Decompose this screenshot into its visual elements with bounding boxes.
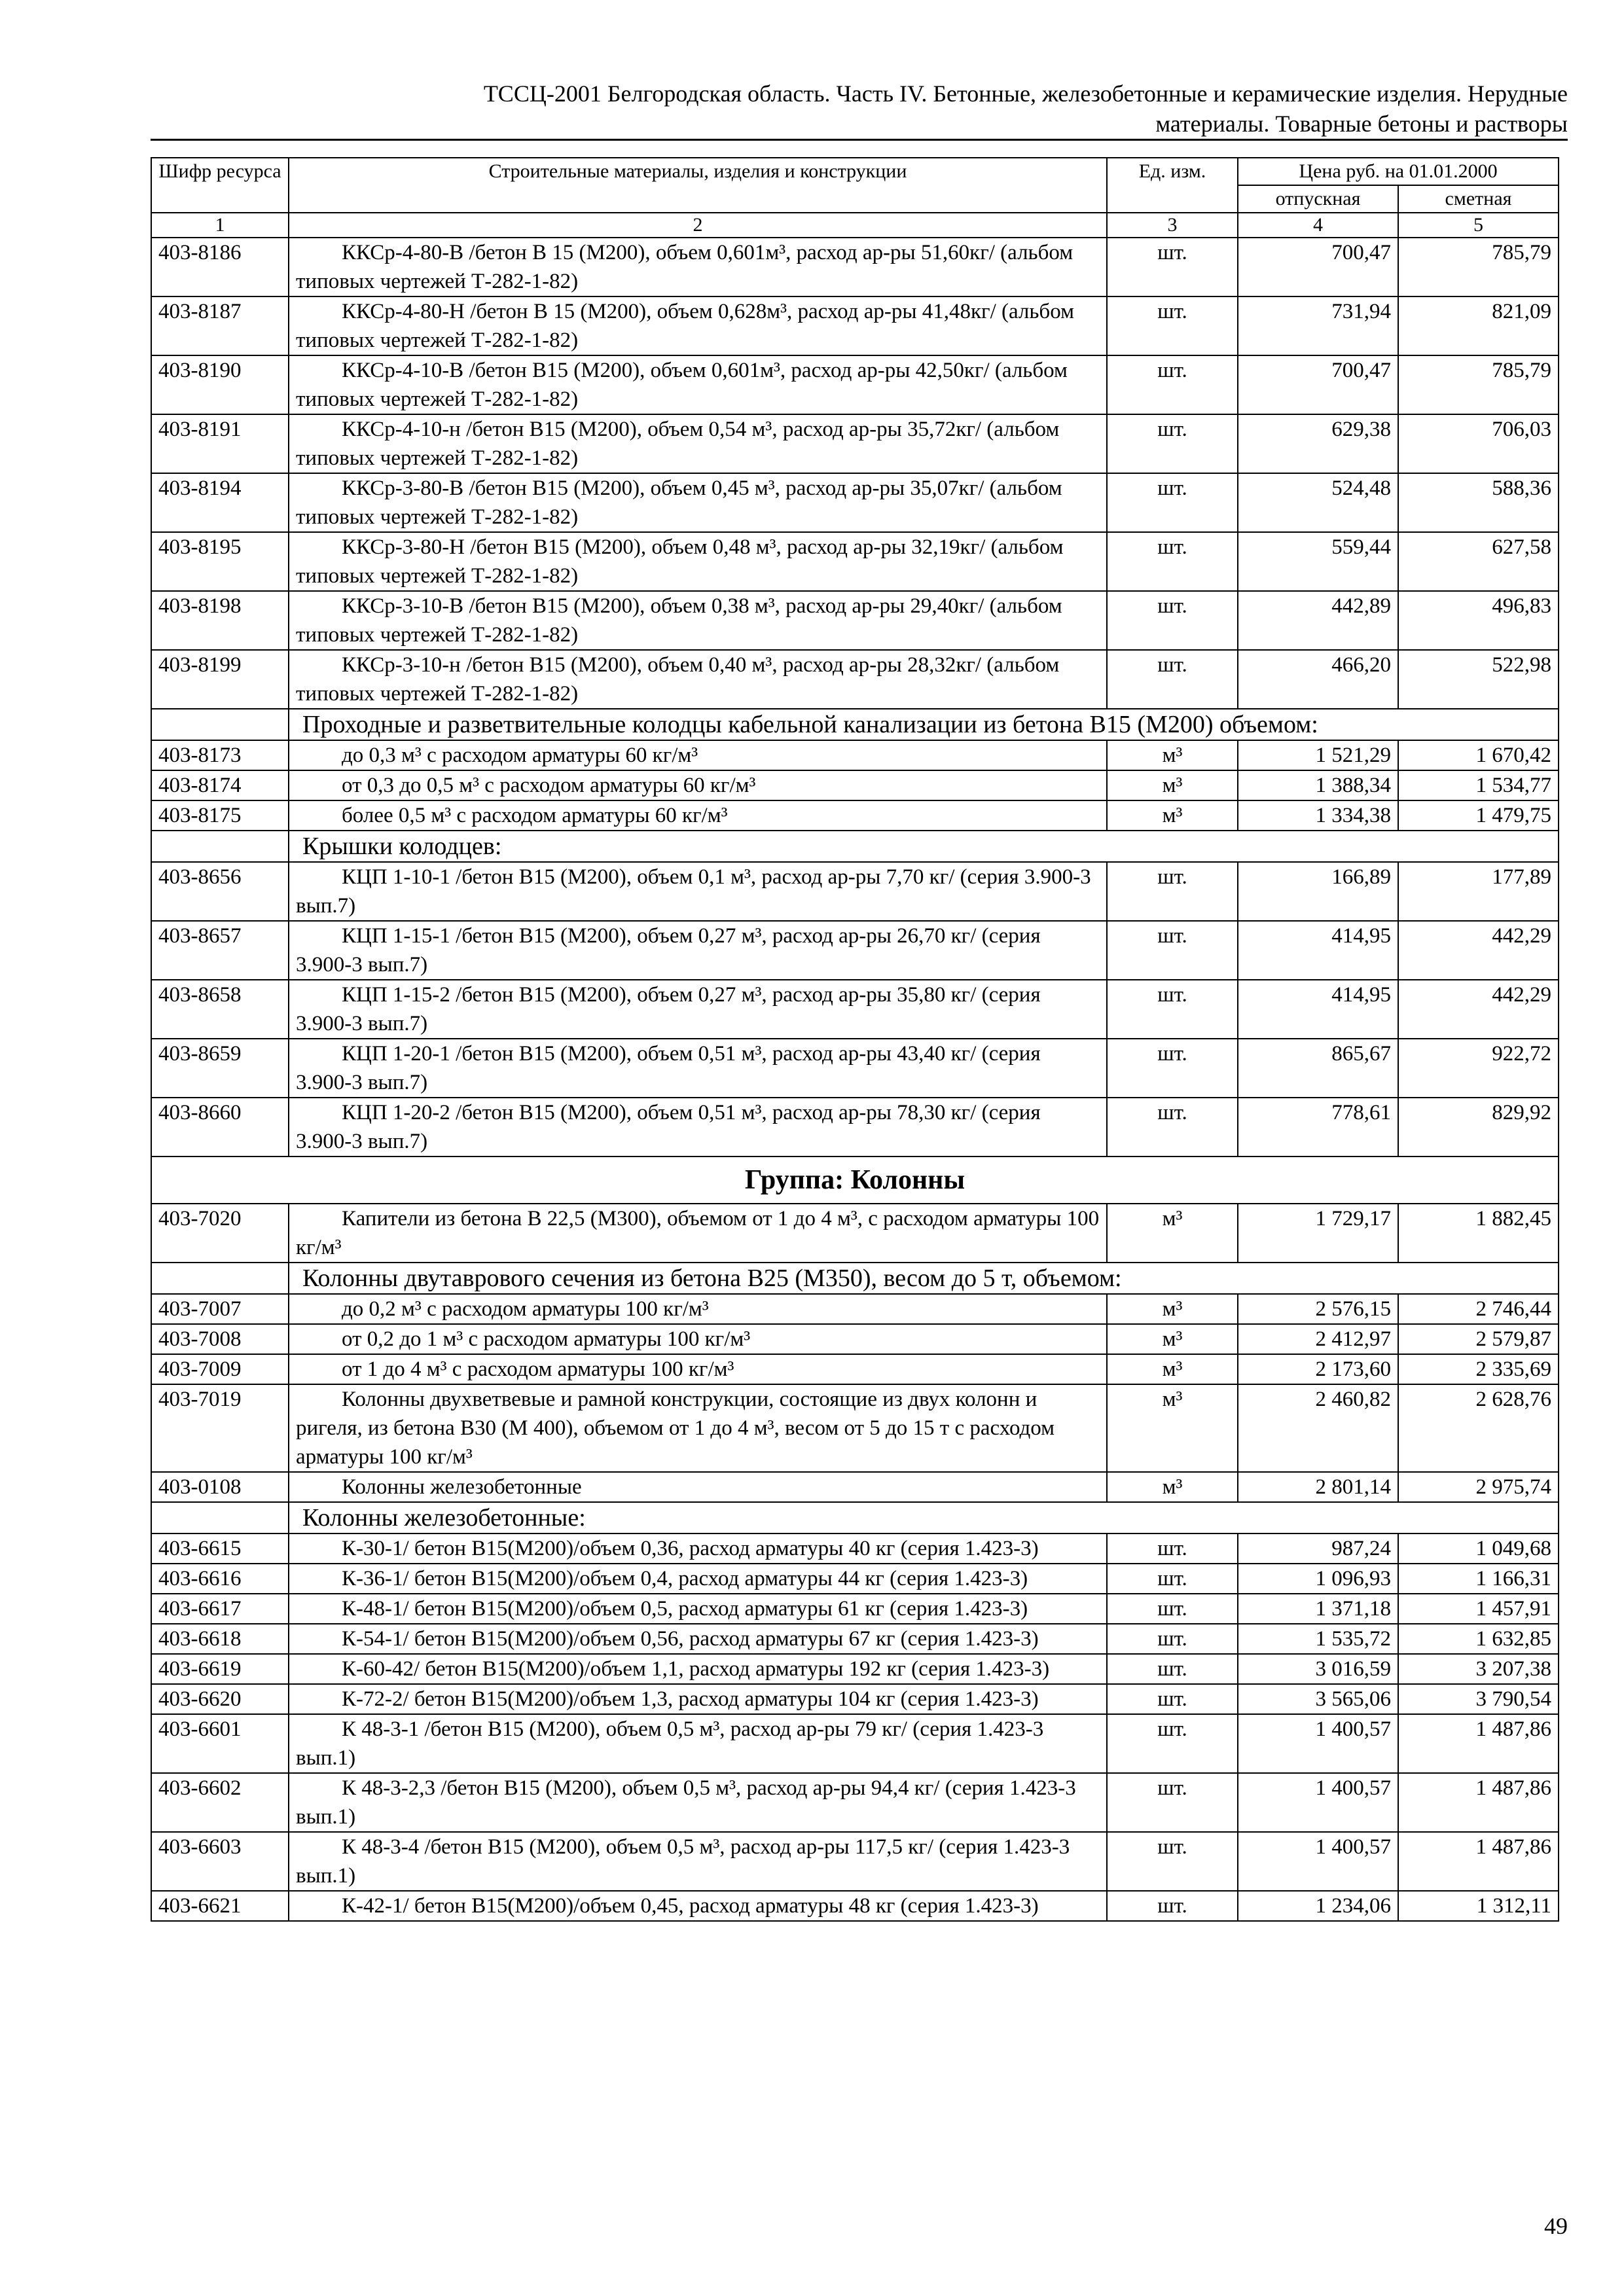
unit: м³ [1107, 1324, 1238, 1354]
table-row [151, 1594, 1559, 1624]
resource-code: 403-6603 [151, 1832, 289, 1891]
material-name: К 48-3-1 /бетон В15 (М200), объем 0,5 м³, расход ар-ры 79 кг/ (серия 1.423-3 вып.1) [289, 1714, 1107, 1773]
price-release: 1 400,57 [1238, 1714, 1398, 1773]
material-name: ККСр-4-10-н /бетон В15 (М200), объем 0,54 м³, расход ар-ры 35,72кг/ (альбом типовых чертежей Т-282-1-82) [289, 414, 1107, 473]
resource-code: 403-6619 [151, 1654, 289, 1684]
table-row [151, 296, 1559, 355]
price-estimate: 1 166,31 [1398, 1564, 1559, 1594]
material-name: ККСр-3-10-н /бетон В15 (М200), объем 0,40 м³, расход ар-ры 28,32кг/ (альбом типовых чертежей Т-282-1-82) [289, 650, 1107, 709]
table-row [151, 1714, 1559, 1773]
material-name: ККСр-3-80-Н /бетон В15 (М200), объем 0,48 м³, расход ар-ры 32,19кг/ (альбом типовых чертежей Т-282-1-82) [289, 532, 1107, 591]
price-estimate: 1 670,42 [1398, 740, 1559, 770]
unit: шт. [1107, 296, 1238, 355]
price-release: 731,94 [1238, 296, 1398, 355]
col-header-price-estimate: сметная [1398, 185, 1559, 213]
table-row [151, 532, 1559, 591]
material-name: КЦП 1-20-1 /бетон В15 (М200), объем 0,51 м³, расход ар-ры 43,40 кг/ (серия 3.900-3 вып.7) [289, 1039, 1107, 1098]
unit: м³ [1107, 740, 1238, 770]
resource-code: 403-8186 [151, 238, 289, 296]
material-name: К-54-1/ бетон В15(М200)/объем 0,56, расход арматуры 67 кг (серия 1.423-3) [289, 1624, 1107, 1654]
table-row [151, 473, 1559, 532]
price-estimate: 821,09 [1398, 296, 1559, 355]
unit: шт. [1107, 1891, 1238, 1921]
empty-cell [151, 709, 289, 740]
unit: шт. [1107, 473, 1238, 532]
price-estimate: 3 790,54 [1398, 1684, 1559, 1714]
price-estimate: 627,58 [1398, 532, 1559, 591]
price-release: 1 535,72 [1238, 1624, 1398, 1654]
unit: м³ [1107, 1204, 1238, 1263]
unit: шт. [1107, 1594, 1238, 1624]
table-row [151, 1891, 1559, 1921]
price-release: 442,89 [1238, 591, 1398, 650]
price-release: 2 801,14 [1238, 1472, 1398, 1502]
price-release: 466,20 [1238, 650, 1398, 709]
price-estimate: 706,03 [1398, 414, 1559, 473]
section-row [151, 1502, 1559, 1534]
unit: м³ [1107, 1354, 1238, 1384]
section-heading: Колонны железобетонные: [289, 1502, 1559, 1534]
table-row [151, 1384, 1559, 1472]
material-name: от 0,2 до 1 м³ с расходом арматуры 100 кг/м³ [289, 1324, 1107, 1354]
unit: м³ [1107, 1472, 1238, 1502]
material-name: Капители из бетона В 22,5 (М300), объемом от 1 до 4 м³, с расходом арматуры 100 кг/м³ [289, 1204, 1107, 1263]
price-release: 1 096,93 [1238, 1564, 1398, 1594]
table-row [151, 1684, 1559, 1714]
price-estimate: 2 628,76 [1398, 1384, 1559, 1472]
price-estimate: 1 534,77 [1398, 770, 1559, 800]
table-row [151, 921, 1559, 980]
header-line-2: материалы. Товарные бетоны и растворы [1155, 111, 1568, 137]
material-name: К-48-1/ бетон В15(М200)/объем 0,5, расход арматуры 61 кг (серия 1.423-3) [289, 1594, 1107, 1624]
unit: шт. [1107, 1714, 1238, 1773]
col-header-price-release: отпускная [1238, 185, 1398, 213]
price-estimate: 177,89 [1398, 862, 1559, 921]
price-release: 1 521,29 [1238, 740, 1398, 770]
resource-code: 403-8175 [151, 800, 289, 831]
table-row [151, 1624, 1559, 1654]
table-row [151, 1773, 1559, 1832]
empty-cell [151, 831, 289, 862]
price-estimate: 496,83 [1398, 591, 1559, 650]
table-row [151, 1294, 1559, 1324]
price-release: 3 565,06 [1238, 1684, 1398, 1714]
resource-code: 403-6621 [151, 1891, 289, 1921]
unit: шт. [1107, 980, 1238, 1039]
price-estimate: 442,29 [1398, 921, 1559, 980]
table-row [151, 1654, 1559, 1684]
material-name: К-36-1/ бетон В15(М200)/объем 0,4, расход арматуры 44 кг (серия 1.423-3) [289, 1564, 1107, 1594]
material-name: К 48-3-2,3 /бетон В15 (М200), объем 0,5 м³, расход ар-ры 94,4 кг/ (серия 1.423-3 вып.1) [289, 1773, 1107, 1832]
price-estimate: 785,79 [1398, 355, 1559, 414]
resource-code: 403-8659 [151, 1039, 289, 1098]
table-row [151, 591, 1559, 650]
unit: шт. [1107, 1564, 1238, 1594]
resource-code: 403-6616 [151, 1564, 289, 1594]
material-name: КЦП 1-15-1 /бетон В15 (М200), объем 0,27 м³, расход ар-ры 26,70 кг/ (серия 3.900-3 вып.7) [289, 921, 1107, 980]
resource-code: 403-7019 [151, 1384, 289, 1472]
material-name: Колонны железобетонные [289, 1472, 1107, 1502]
price-release: 2 412,97 [1238, 1324, 1398, 1354]
unit: шт. [1107, 1654, 1238, 1684]
resource-code: 403-0108 [151, 1472, 289, 1502]
section-heading: Крышки колодцев: [289, 831, 1559, 862]
col-header-name: Строительные материалы, изделия и конструкции [289, 158, 1107, 213]
col-number: 1 [151, 213, 289, 238]
resource-code: 403-8199 [151, 650, 289, 709]
price-estimate: 1 487,86 [1398, 1832, 1559, 1891]
price-release: 559,44 [1238, 532, 1398, 591]
price-estimate: 588,36 [1398, 473, 1559, 532]
resource-code: 403-8660 [151, 1098, 289, 1157]
section-row [151, 1263, 1559, 1294]
price-estimate: 1 632,85 [1398, 1624, 1559, 1654]
unit: м³ [1107, 1294, 1238, 1324]
table-row [151, 1098, 1559, 1157]
material-name: К 48-3-4 /бетон В15 (М200), объем 0,5 м³, расход ар-ры 117,5 кг/ (серия 1.423-3 вып.1) [289, 1832, 1107, 1891]
table-row [151, 238, 1559, 296]
material-name: ККСр-4-10-В /бетон В15 (М200), объем 0,601м³, расход ар-ры 42,50кг/ (альбом типовых чертежей Т-282-1-82) [289, 355, 1107, 414]
price-release: 1 334,38 [1238, 800, 1398, 831]
material-name: КЦП 1-20-2 /бетон В15 (М200), объем 0,51 м³, расход ар-ры 78,30 кг/ (серия 3.900-3 вып.7) [289, 1098, 1107, 1157]
price-estimate: 1 479,75 [1398, 800, 1559, 831]
unit: шт. [1107, 591, 1238, 650]
table-row [151, 355, 1559, 414]
group-heading: Группа: Колонны [151, 1157, 1559, 1204]
price-estimate: 2 335,69 [1398, 1354, 1559, 1384]
header-line-1: ТССЦ-2001 Белгородская область. Часть IV. Бетонные, железобетонные и керамические изделия. Нерудные [483, 81, 1568, 107]
unit: м³ [1107, 1384, 1238, 1472]
material-name: Колонны двухветвевые и рамной конструкции, состоящие из двух колонн и ригеля, из бетона В30 (М 400), объемом от 1 до 4 м³, весом от 5 до 15 т с расходом арматуры 100 кг/м³ [289, 1384, 1107, 1472]
section-row [151, 831, 1559, 862]
table-row [151, 1564, 1559, 1594]
unit: м³ [1107, 770, 1238, 800]
price-estimate: 442,29 [1398, 980, 1559, 1039]
resource-code: 403-8658 [151, 980, 289, 1039]
table-row [151, 1832, 1559, 1891]
price-estimate: 829,92 [1398, 1098, 1559, 1157]
material-name: К-42-1/ бетон В15(М200)/объем 0,45, расход арматуры 48 кг (серия 1.423-3) [289, 1891, 1107, 1921]
price-release: 2 460,82 [1238, 1384, 1398, 1472]
unit: шт. [1107, 921, 1238, 980]
material-name: ККСр-4-80-В /бетон В 15 (М200), объем 0,601м³, расход ар-ры 51,60кг/ (альбом типовых чертежей Т-282-1-82) [289, 238, 1107, 296]
price-estimate: 2 975,74 [1398, 1472, 1559, 1502]
material-name: до 0,2 м³ с расходом арматуры 100 кг/м³ [289, 1294, 1107, 1324]
price-release: 414,95 [1238, 980, 1398, 1039]
price-release: 166,89 [1238, 862, 1398, 921]
price-estimate: 2 746,44 [1398, 1294, 1559, 1324]
unit: шт. [1107, 650, 1238, 709]
price-estimate: 2 579,87 [1398, 1324, 1559, 1354]
unit: шт. [1107, 1832, 1238, 1891]
price-release: 1 729,17 [1238, 1204, 1398, 1263]
table-row [151, 770, 1559, 800]
price-release: 1 371,18 [1238, 1594, 1398, 1624]
col-number: 2 [289, 213, 1107, 238]
price-release: 1 234,06 [1238, 1891, 1398, 1921]
resource-code: 403-6617 [151, 1594, 289, 1624]
price-estimate: 1 487,86 [1398, 1773, 1559, 1832]
price-estimate: 1 312,11 [1398, 1891, 1559, 1921]
price-release: 778,61 [1238, 1098, 1398, 1157]
resource-code: 403-7020 [151, 1204, 289, 1263]
unit: шт. [1107, 862, 1238, 921]
table-row [151, 1472, 1559, 1502]
section-row [151, 709, 1559, 740]
material-name: КЦП 1-10-1 /бетон В15 (М200), объем 0,1 м³, расход ар-ры 7,70 кг/ (серия 3.900-3 вып.7) [289, 862, 1107, 921]
price-release: 865,67 [1238, 1039, 1398, 1098]
material-name: КЦП 1-15-2 /бетон В15 (М200), объем 0,27 м³, расход ар-ры 35,80 кг/ (серия 3.900-3 вып.7) [289, 980, 1107, 1039]
price-release: 414,95 [1238, 921, 1398, 980]
material-name: ККСр-4-80-Н /бетон В 15 (М200), объем 0,628м³, расход ар-ры 41,48кг/ (альбом типовых чертежей Т-282-1-82) [289, 296, 1107, 355]
resource-code: 403-8187 [151, 296, 289, 355]
table-row [151, 414, 1559, 473]
group-row [151, 1157, 1559, 1204]
table-row [151, 1039, 1559, 1098]
col-header-unit: Ед. изм. [1107, 158, 1238, 213]
resource-code: 403-8173 [151, 740, 289, 770]
price-estimate: 1 882,45 [1398, 1204, 1559, 1263]
resource-code: 403-7008 [151, 1324, 289, 1354]
price-estimate: 1 457,91 [1398, 1594, 1559, 1624]
page-header [151, 79, 1568, 141]
unit: шт. [1107, 532, 1238, 591]
resource-code: 403-7009 [151, 1354, 289, 1384]
section-heading: Колонны двутаврового сечения из бетона В25 (М350), весом до 5 т, объемом: [289, 1263, 1559, 1294]
unit: шт. [1107, 1624, 1238, 1654]
resource-code: 403-6615 [151, 1534, 289, 1564]
material-name: до 0,3 м³ с расходом арматуры 60 кг/м³ [289, 740, 1107, 770]
unit: шт. [1107, 414, 1238, 473]
col-number: 3 [1107, 213, 1238, 238]
material-name: К-60-42/ бетон В15(М200)/объем 1,1, расход арматуры 192 кг (серия 1.423-3) [289, 1654, 1107, 1684]
resource-code: 403-8190 [151, 355, 289, 414]
price-release: 2 576,15 [1238, 1294, 1398, 1324]
unit: м³ [1107, 800, 1238, 831]
table-row [151, 862, 1559, 921]
resource-code: 403-6618 [151, 1624, 289, 1654]
resource-code: 403-8198 [151, 591, 289, 650]
price-release: 2 173,60 [1238, 1354, 1398, 1384]
empty-cell [151, 1263, 289, 1294]
price-release: 3 016,59 [1238, 1654, 1398, 1684]
table-row [151, 1354, 1559, 1384]
col-number: 4 [1238, 213, 1398, 238]
resource-code: 403-8174 [151, 770, 289, 800]
price-release: 524,48 [1238, 473, 1398, 532]
resource-code: 403-8191 [151, 414, 289, 473]
page-number: 49 [1544, 2213, 1568, 2239]
material-name: К-30-1/ бетон В15(М200)/объем 0,36, расход арматуры 40 кг (серия 1.423-3) [289, 1534, 1107, 1564]
price-estimate: 3 207,38 [1398, 1654, 1559, 1684]
price-estimate: 1 487,86 [1398, 1714, 1559, 1773]
material-name: от 1 до 4 м³ с расходом арматуры 100 кг/м³ [289, 1354, 1107, 1384]
table-row [151, 1534, 1559, 1564]
price-table [151, 157, 1559, 1922]
price-estimate: 522,98 [1398, 650, 1559, 709]
price-release: 987,24 [1238, 1534, 1398, 1564]
table-row [151, 800, 1559, 831]
price-estimate: 785,79 [1398, 238, 1559, 296]
price-release: 1 400,57 [1238, 1773, 1398, 1832]
table-row [151, 740, 1559, 770]
price-release: 700,47 [1238, 238, 1398, 296]
col-header-price-group: Цена руб. на 01.01.2000 [1238, 158, 1559, 185]
unit: шт. [1107, 1684, 1238, 1714]
resource-code: 403-6620 [151, 1684, 289, 1714]
col-number: 5 [1398, 213, 1559, 238]
price-release: 700,47 [1238, 355, 1398, 414]
price-estimate: 922,72 [1398, 1039, 1559, 1098]
price-release: 1 388,34 [1238, 770, 1398, 800]
unit: шт. [1107, 238, 1238, 296]
empty-cell [151, 1502, 289, 1534]
price-release: 1 400,57 [1238, 1832, 1398, 1891]
resource-code: 403-6602 [151, 1773, 289, 1832]
resource-code: 403-8194 [151, 473, 289, 532]
resource-code: 403-8657 [151, 921, 289, 980]
price-release: 629,38 [1238, 414, 1398, 473]
material-name: ККСр-3-80-В /бетон В15 (М200), объем 0,45 м³, расход ар-ры 35,07кг/ (альбом типовых чертежей Т-282-1-82) [289, 473, 1107, 532]
table-row [151, 980, 1559, 1039]
price-table-body [151, 238, 1559, 1921]
resource-code: 403-8656 [151, 862, 289, 921]
column-number-row [151, 213, 1559, 238]
material-name: К-72-2/ бетон В15(М200)/объем 1,3, расход арматуры 104 кг (серия 1.423-3) [289, 1684, 1107, 1714]
material-name: ККСр-3-10-В /бетон В15 (М200), объем 0,38 м³, расход ар-ры 29,40кг/ (альбом типовых чертежей Т-282-1-82) [289, 591, 1107, 650]
price-estimate: 1 049,68 [1398, 1534, 1559, 1564]
unit: шт. [1107, 1773, 1238, 1832]
table-row [151, 650, 1559, 709]
material-name: от 0,3 до 0,5 м³ с расходом арматуры 60 кг/м³ [289, 770, 1107, 800]
material-name: более 0,5 м³ с расходом арматуры 60 кг/м³ [289, 800, 1107, 831]
section-heading: Проходные и разветвительные колодцы кабельной канализации из бетона В15 (М200) объемом: [289, 709, 1559, 740]
table-row [151, 1204, 1559, 1263]
resource-code: 403-8195 [151, 532, 289, 591]
table-row [151, 1324, 1559, 1354]
unit: шт. [1107, 1534, 1238, 1564]
unit: шт. [1107, 1039, 1238, 1098]
resource-code: 403-6601 [151, 1714, 289, 1773]
resource-code: 403-7007 [151, 1294, 289, 1324]
unit: шт. [1107, 355, 1238, 414]
unit: шт. [1107, 1098, 1238, 1157]
col-header-code: Шифр ресурса [151, 158, 289, 213]
